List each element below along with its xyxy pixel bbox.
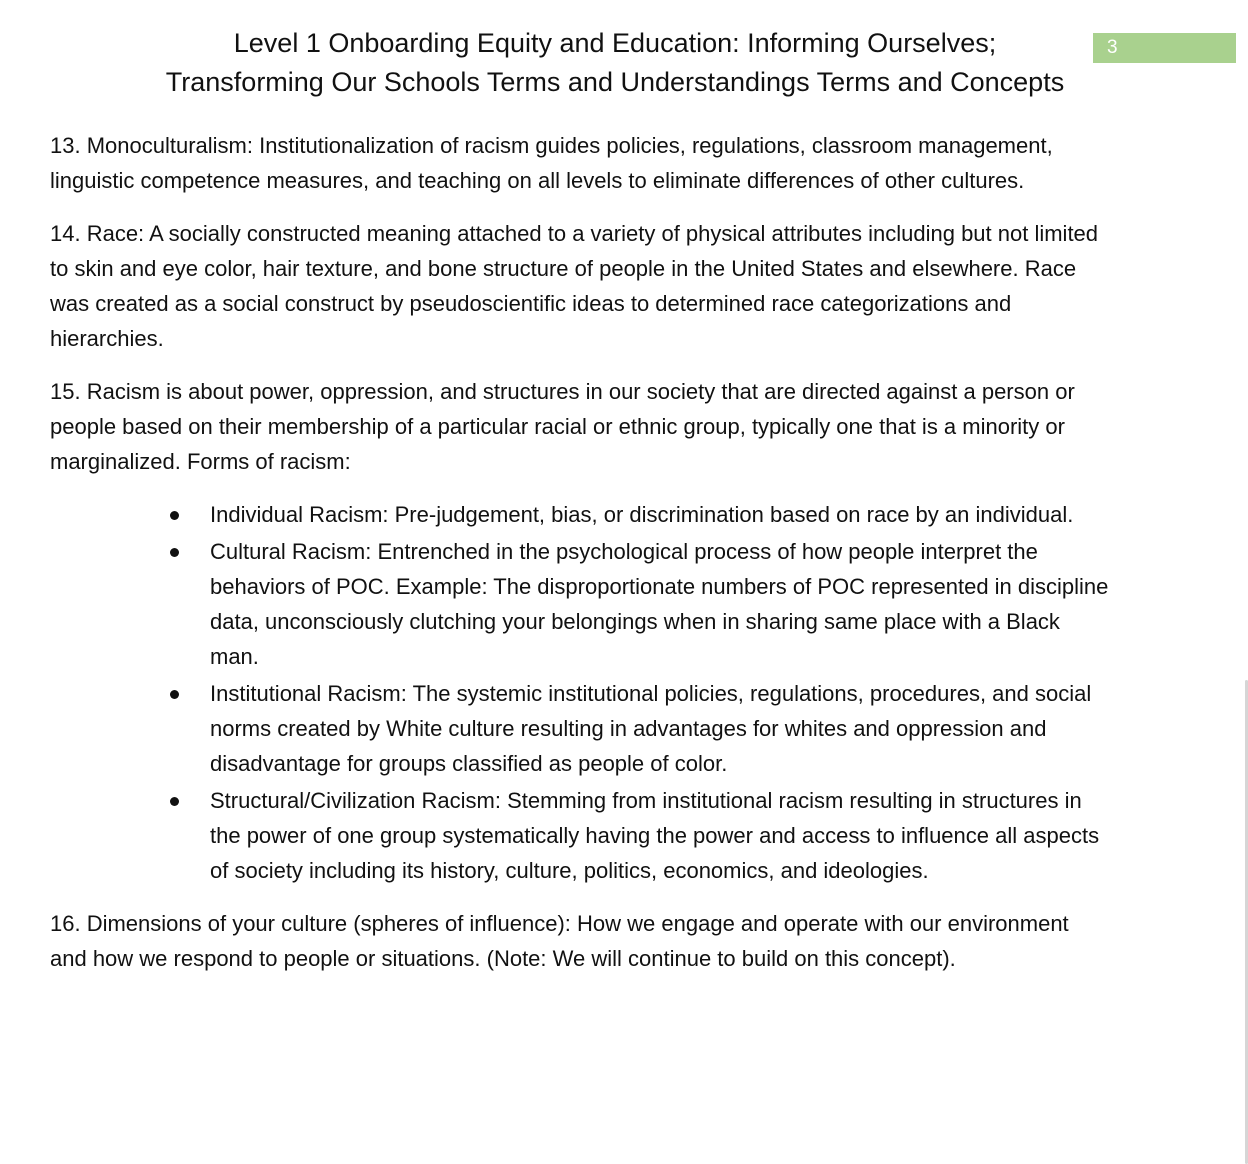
list-item (210, 534, 1110, 674)
bullet-icon (170, 797, 179, 806)
page-number-badge: 3 (1093, 33, 1236, 63)
paragraph-16-dimensions-of-culture: 16. Dimensions of your culture (spheres of influence): How we engage and operate with our environment and how we respond to people or situations. (Note: We will continue to build on this concept). (50, 911, 1069, 971)
paragraph-13-monoculturalism: 13. Monoculturalism: Institutionalization of racism guides policies, regulations, classroom management, linguistic competence measures, and teaching on all levels to eliminate differences of other cultures. (50, 133, 1053, 193)
list-item (210, 783, 1110, 888)
bullet-icon (170, 690, 179, 699)
paragraph-14-race: 14. Race: A socially constructed meaning attached to a variety of physical attributes including but not limited to skin and eye color, hair texture, and bone structure of people in the United States and elsewhere. Race was created as a social construct by pseudoscientific ideas to determined race categorizations and hierarchies. (50, 221, 1099, 351)
list-item-text: Institutional Racism: The systemic institutional policies, regulations, procedures, and social norms created by White culture resulting in advantages for whites and oppression and disadvantage for groups classified as people of color. (210, 681, 1092, 776)
header-title-line-2: Transforming Our Schools Terms and Understandings Terms and Concepts (165, 67, 1065, 97)
paragraph-15-racism: 15. Racism is about power, oppression, and structures in our society that are directed against a person or people based on their membership of a particular racial or ethnic group, typically one that is a minority or marginalized. Forms of racism: (50, 379, 1075, 474)
list-item (210, 497, 1110, 532)
document-header (100, 24, 1130, 102)
list-item-text: Individual Racism: Pre-judgement, bias, or discrimination based on race by an individual. (210, 502, 1074, 527)
header-title-line-1: Level 1 Onboarding Equity and Education: Informing Ourselves; (233, 28, 997, 58)
list-item-text: Structural/Civilization Racism: Stemming from institutional racism resulting in structures in the power of one group systematically having the power and access to influence all aspects of society including its history, culture, politics, economics, and ideologies. (210, 788, 1100, 883)
document-body (50, 128, 1110, 994)
bullet-icon (170, 548, 179, 557)
racism-forms-list (50, 497, 1110, 888)
bullet-icon (170, 511, 179, 520)
list-item (210, 676, 1110, 781)
list-item-text: Cultural Racism: Entrenched in the psychological process of how people interpret the behaviors of POC. Example: The disproportionate numbers of POC represented in discipline data, unconsciously clutching your belongings when in sharing same place with a Black man. (210, 539, 1109, 669)
